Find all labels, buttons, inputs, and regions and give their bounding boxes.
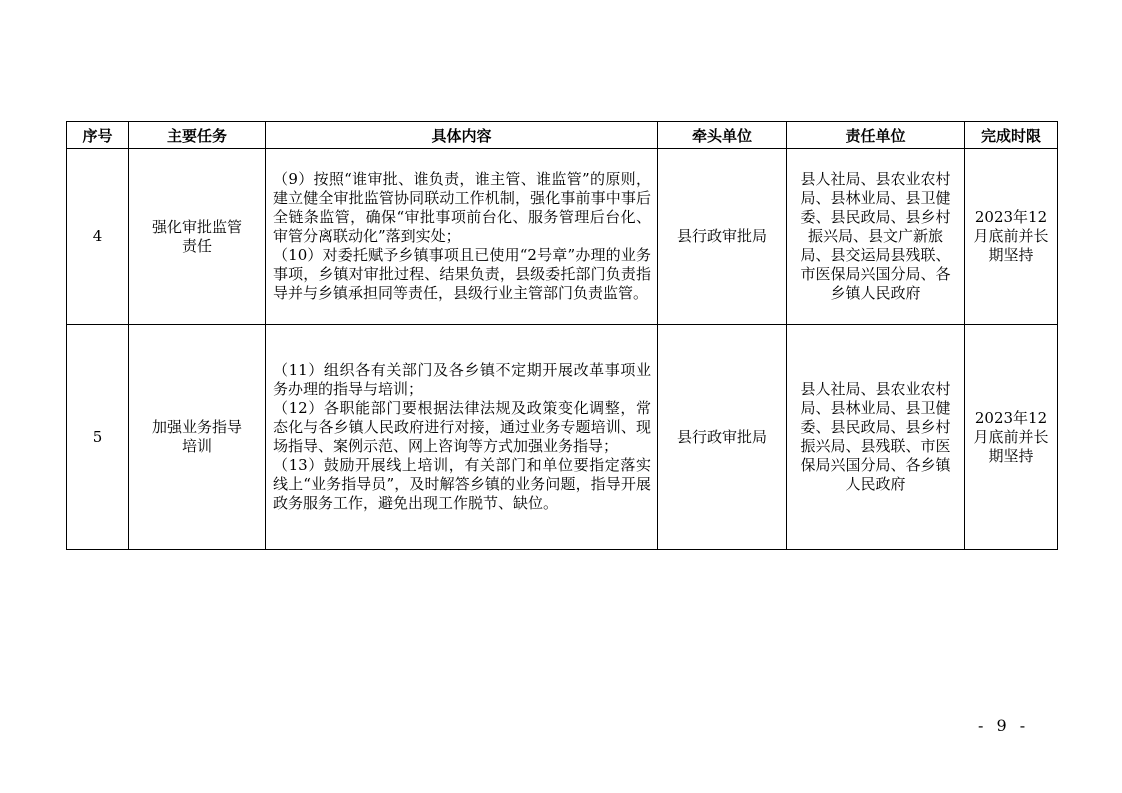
content-item: （12）各职能部门要根据法律法规及政策变化调整，常态化与各乡镇人民政府进行对接，通过业务专题培训、现场指导、案例示范、网上咨询等方式加强业务指导；	[273, 399, 651, 455]
header-deadline: 完成时限	[965, 122, 1058, 149]
deadline: 2023年12月底前并长期坚持	[965, 149, 1058, 325]
header-main-task: 主要任务	[129, 122, 266, 149]
content-item: （9）按照“谁审批、谁负责，谁主管、谁监管”的原则，建立健全审批监管协同联动工作机制，强化事前事中事后全链条监管，确保“审批事项前台化、服务管理后台化、审管分离联动化”落到实处；	[273, 170, 651, 245]
table-header-row	[67, 122, 1058, 149]
deadline: 2023年12月底前并长期坚持	[965, 325, 1058, 550]
specific-content	[266, 149, 658, 325]
page-number: - 9 -	[978, 716, 1030, 735]
specific-content	[266, 325, 658, 550]
table-row	[67, 325, 1058, 550]
main-task: 强化审批监管责任	[129, 149, 266, 325]
lead-unit: 县行政审批局	[658, 325, 787, 550]
table-row	[67, 149, 1058, 325]
lead-unit: 县行政审批局	[658, 149, 787, 325]
serial-number: 5	[67, 325, 129, 550]
content-item: （13）鼓励开展线上培训，有关部门和单位要指定落实线上“业务指导员”，及时解答乡镇的业务问题，指导开展政务服务工作，避免出现工作脱节、缺位。	[273, 456, 651, 512]
serial-number: 4	[67, 149, 129, 325]
header-serial-number: 序号	[67, 122, 129, 149]
header-specific-content: 具体内容	[266, 122, 658, 149]
responsible-units: 县人社局、县农业农村局、县林业局、县卫健委、县民政局、县乡村振兴局、县残联、市医保局兴国分局、各乡镇人民政府	[787, 325, 965, 550]
content-item: （10）对委托赋予乡镇事项且已使用“2号章”办理的业务事项，乡镇对审批过程、结果负责，县级委托部门负责指导并与乡镇承担同等责任，县级行业主管部门负责监管。	[273, 246, 651, 302]
main-task: 加强业务指导培训	[129, 325, 266, 550]
header-responsible-unit: 责任单位	[787, 122, 965, 149]
header-lead-unit: 牵头单位	[658, 122, 787, 149]
responsible-units: 县人社局、县农业农村局、县林业局、县卫健委、县民政局、县乡村振兴局、县文广新旅局、县交运局县残联、市医保局兴国分局、各乡镇人民政府	[787, 149, 965, 325]
content-item: （11）组织各有关部门及各乡镇不定期开展改革事项业务办理的指导与培训；	[273, 361, 651, 398]
task-table	[66, 121, 1058, 550]
